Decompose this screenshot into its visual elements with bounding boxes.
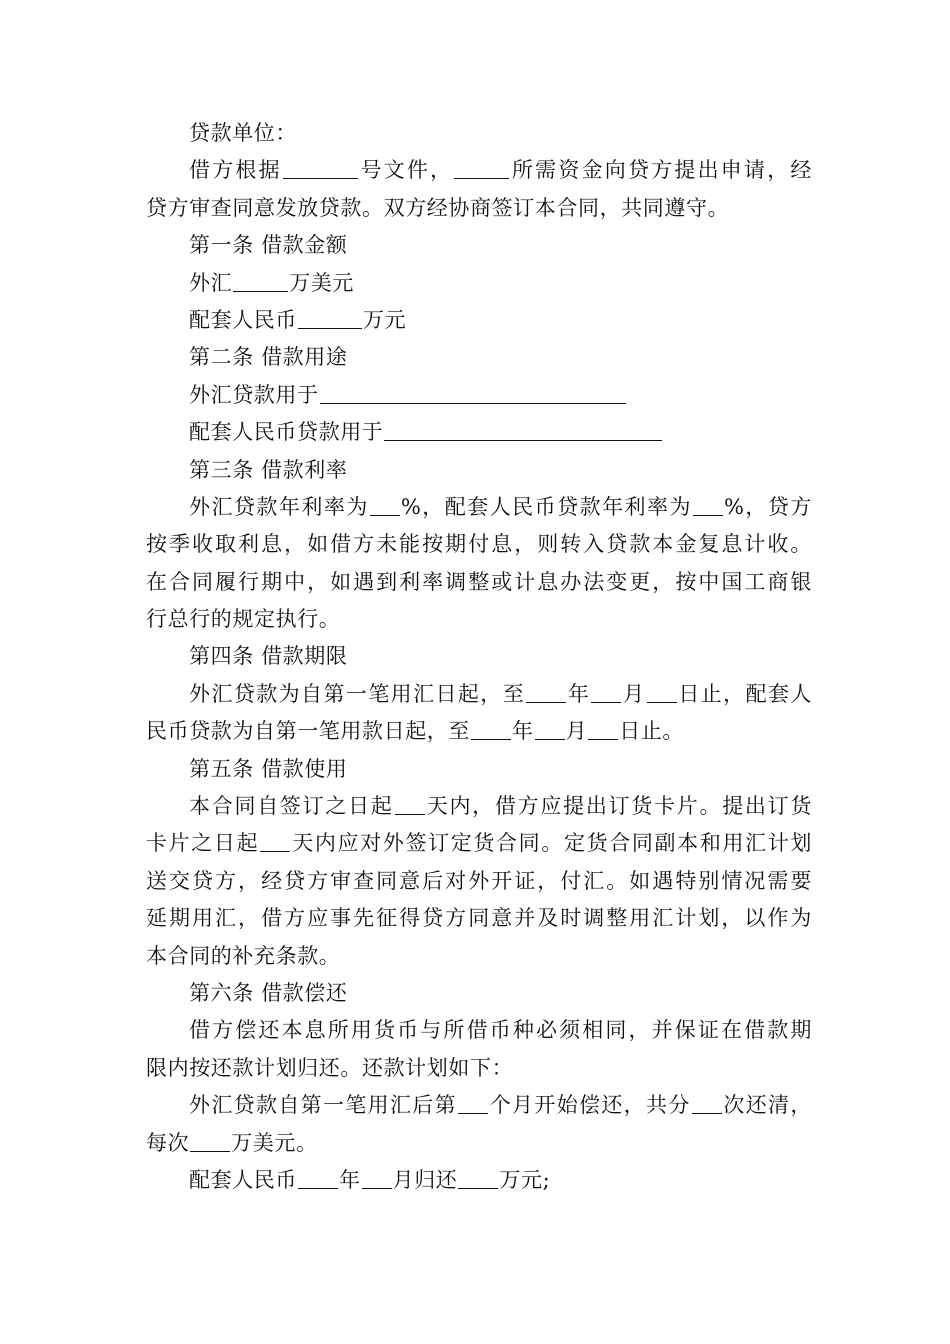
blank-field[interactable]	[190, 1129, 230, 1152]
usage-line-5	[146, 938, 812, 975]
text: 贷款单位：	[189, 121, 297, 145]
blank-field[interactable]	[362, 1166, 392, 1189]
usage-line-1	[146, 788, 812, 825]
text: 外汇贷款为自第一笔用汇日起，至	[189, 681, 526, 706]
blank-field[interactable]	[454, 156, 509, 179]
text: 天内，借方应提出订货卡片。提出订货	[425, 794, 812, 819]
repayment-line-2	[146, 1050, 812, 1087]
text: 配套人民币	[189, 1167, 297, 1192]
text: 月	[622, 681, 646, 706]
interest-line-1	[146, 489, 812, 526]
text: 日止，配套人	[677, 681, 812, 706]
article-4-heading	[146, 638, 812, 675]
text: 民币贷款为自第一笔用款日起，至	[146, 719, 470, 744]
blank-field[interactable]	[370, 493, 400, 516]
repayment-line-3	[146, 1087, 812, 1124]
forex-amount-line	[146, 265, 812, 302]
term-line-2	[146, 713, 812, 750]
text: 外汇贷款用于	[189, 382, 319, 407]
blank-field[interactable]	[692, 1091, 722, 1114]
repayment-line-5	[146, 1162, 812, 1199]
text: %，配套人民币贷款年利率为	[400, 494, 692, 519]
blank-field[interactable]	[647, 680, 677, 703]
blank-field[interactable]	[588, 717, 618, 740]
usage-line-3	[146, 863, 812, 900]
interest-line-3	[146, 564, 812, 601]
rmb-amount-line	[146, 302, 812, 339]
repayment-line-4	[146, 1125, 812, 1162]
blank-field[interactable]	[458, 1166, 498, 1189]
blank-field[interactable]	[693, 493, 723, 516]
usage-line-2	[146, 825, 812, 862]
text: 每次	[146, 1130, 190, 1155]
text: 外汇	[189, 270, 233, 295]
text: 在合同履行期中，如遇到利率调整或计息办法变更，按中国工商银	[146, 569, 812, 594]
blank-field[interactable]	[384, 418, 662, 441]
borrowing-unit-line	[146, 115, 812, 152]
text: 第三条 借款利率	[189, 457, 348, 482]
text: 贷方审查同意发放贷款。双方经协商签订本合同，共同遵守。	[146, 195, 730, 220]
blank-field[interactable]	[526, 680, 566, 703]
text: 月	[565, 719, 588, 744]
blank-field[interactable]	[233, 269, 288, 292]
blank-field[interactable]	[260, 829, 290, 852]
text: 号文件，	[358, 158, 454, 183]
text: 万美元。	[231, 1130, 318, 1155]
blank-field[interactable]	[535, 717, 565, 740]
blank-field[interactable]	[298, 306, 362, 329]
article-5-heading	[146, 751, 812, 788]
text: 年	[339, 1167, 361, 1192]
document-page	[146, 115, 812, 1199]
blank-field[interactable]	[298, 1166, 338, 1189]
text: 配套人民币贷款用于	[189, 420, 384, 445]
text: 卡片之日起	[146, 831, 260, 856]
text: 本合同自签订之日起	[189, 794, 394, 819]
text: 第六条 借款偿还	[189, 980, 348, 1005]
term-line-1	[146, 676, 812, 713]
text: 月归还	[392, 1167, 458, 1192]
text: 个月开始偿还，共分	[488, 1093, 691, 1118]
blank-field[interactable]	[395, 792, 425, 815]
text: 延期用汇，借方应事先征得贷方同意并及时调整用汇计划，以作为	[146, 906, 812, 931]
text: 日止。	[619, 719, 685, 744]
preamble-line-1	[146, 152, 812, 189]
article-2-heading	[146, 339, 812, 376]
article-6-heading	[146, 975, 812, 1012]
text: 第四条 借款期限	[189, 644, 348, 669]
text: 万元	[363, 307, 407, 332]
text: 万美元	[289, 270, 355, 295]
text: 次还清，	[722, 1093, 812, 1118]
text: 第二条 借款用途	[189, 345, 348, 370]
repayment-line-1	[146, 1012, 812, 1049]
preamble-line-2	[146, 190, 812, 227]
text: %，贷方	[724, 494, 812, 519]
text: 外汇贷款自第一笔用汇后第	[189, 1093, 457, 1118]
text: 配套人民币	[189, 307, 297, 332]
blank-field[interactable]	[471, 717, 511, 740]
blank-field[interactable]	[458, 1091, 488, 1114]
text: 本合同的补充条款。	[146, 943, 341, 968]
text: 年	[567, 681, 591, 706]
text: 送交贷方，经贷方审查同意后对外开证，付汇。如遇特别情况需要	[146, 868, 812, 893]
text: 按季收取利息，如借方未能按期付息，则转入贷款本金复息计收。	[146, 532, 812, 557]
article-1-heading	[146, 227, 812, 264]
text: 所需资金向贷方提出申请，经	[510, 158, 812, 183]
blank-field[interactable]	[591, 680, 621, 703]
rmb-purpose-line	[146, 414, 812, 451]
forex-purpose-line	[146, 377, 812, 414]
text: 外汇贷款年利率为	[189, 494, 369, 519]
text: 天内应对外签订定货合同。定货合同副本和用汇计划	[291, 831, 812, 856]
text: 借方根据	[189, 158, 282, 183]
blank-field[interactable]	[283, 156, 358, 179]
blank-field[interactable]	[320, 381, 626, 404]
text: 第五条 借款使用	[189, 756, 348, 781]
text: 第一条 借款金额	[189, 233, 348, 258]
text: 限内按还款计划归还。还款计划如下：	[146, 1055, 514, 1080]
text: 借方偿还本息所用货币与所借币种必须相同，并保证在借款期	[189, 1018, 812, 1043]
article-3-heading	[146, 452, 812, 489]
interest-line-4	[146, 601, 812, 638]
usage-line-4	[146, 900, 812, 937]
text: 年	[512, 719, 534, 744]
text: 万元;	[499, 1167, 551, 1192]
interest-line-2	[146, 526, 812, 563]
text: 行总行的规定执行。	[146, 607, 341, 632]
